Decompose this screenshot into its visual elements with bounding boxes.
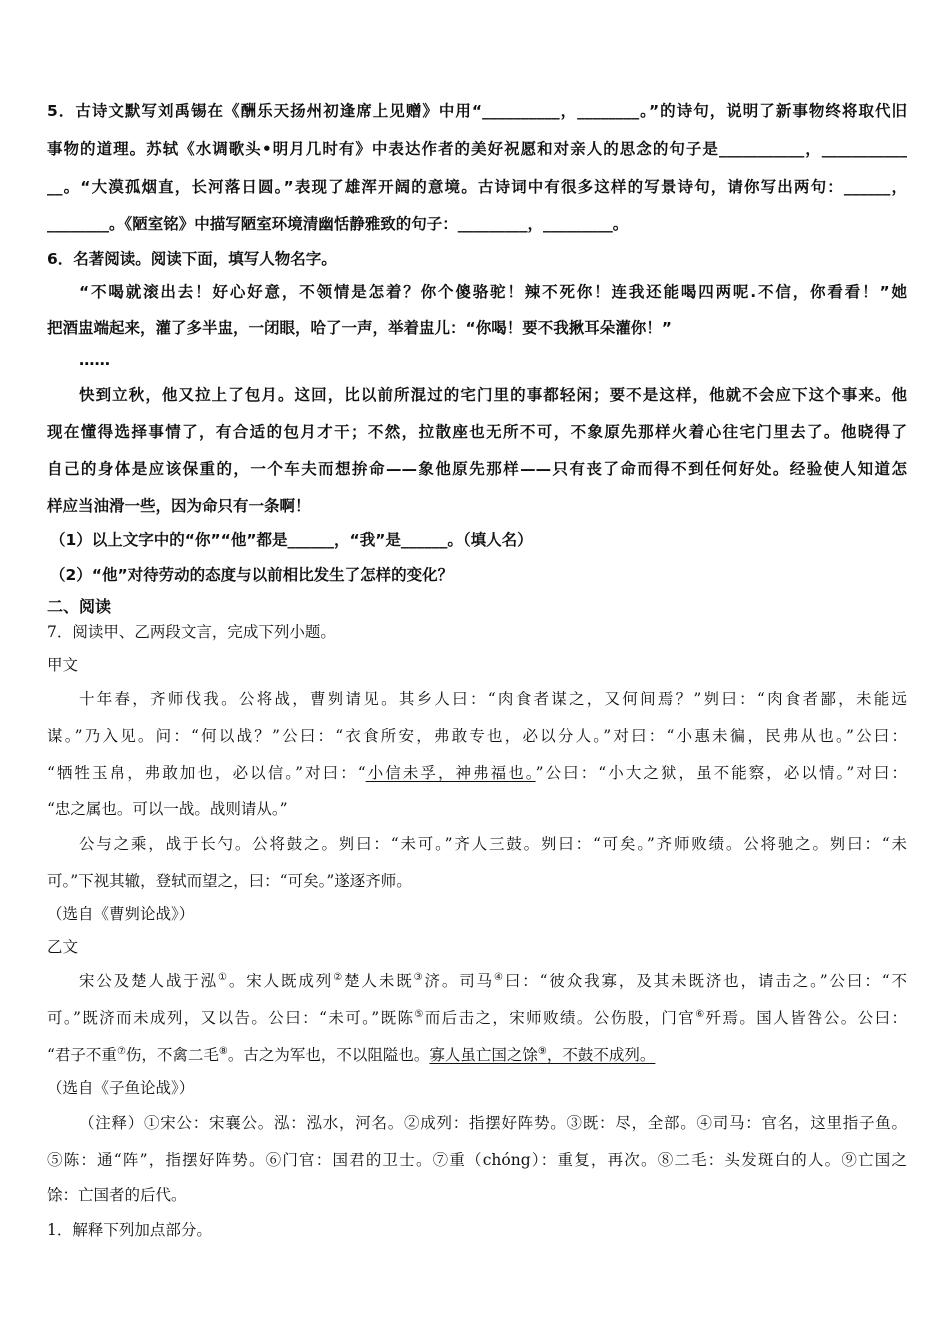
- underlined-sentence: [429, 1046, 655, 1064]
- q7-subquestion-1: 1．解释下列加点部分。: [47, 1221, 212, 1239]
- footnote-mark: ②: [333, 971, 345, 983]
- excerpt-line: 样应当油滑一些，因为命只有一条啊！: [47, 497, 311, 515]
- footnote-mark: ①: [218, 971, 229, 983]
- text: “牺牲玉帛，弗敢加也，必以信。”对曰：“: [47, 764, 366, 782]
- notes-line: 馀：亡国者的后代。: [47, 1186, 187, 1204]
- q6-subquestion-2: （2）“他”对待劳动的态度与以前相比发生了怎样的变化？: [50, 566, 454, 584]
- section-heading: 二、阅读: [47, 597, 112, 616]
- text: 济。司马: [424, 972, 494, 990]
- jia-line: “忠之属也。可以一战。战则请从。”: [47, 800, 288, 818]
- text: 。宋人既成列: [228, 972, 334, 990]
- text: 而后击之，宋师败绩。公伤股，门官: [424, 1009, 696, 1027]
- jia-label: 甲文: [47, 656, 79, 674]
- q5-line: ________。《陋室铭》中描写陋室环境清幽恬静雅致的句子：_________，_________。: [47, 215, 629, 233]
- q7-title: 7．阅读甲、乙两段文言，完成下列小题。: [47, 623, 336, 641]
- jia-line: 可。”下视其辙，登轼而望之，曰：“可矣。”遂逐齐师。: [47, 872, 412, 890]
- footnote-mark: ⑥: [695, 1008, 706, 1020]
- q5-line: 5．古诗文默写刘禹锡在《酬乐天扬州初逢席上见赠》中用“__________，________。”的诗句，说明了新事物终将取代旧: [47, 102, 907, 120]
- jia-source: （选自《曹刿论战》）: [47, 905, 195, 923]
- yi-line: [47, 1008, 907, 1028]
- footnote-mark: ⑦: [116, 1045, 126, 1057]
- q5-line: 事物的道理。苏轼《水调歌头•明月几时有》中表达作者的美好祝愿和对亲人的思念的句子是___________，___________: [47, 140, 907, 158]
- footnote-mark: ⑨: [537, 1045, 547, 1057]
- footnote-mark: ④: [493, 971, 505, 983]
- text: “君子不重: [47, 1046, 117, 1064]
- yi-line: [79, 971, 907, 991]
- q5-line: __。“大漠孤烟直，长河落日圆。”表现了雄浑开阔的意境。古诗词中有很多这样的写景诗句，请你写出两句：______，: [47, 178, 907, 196]
- excerpt-line: “不喝就滚出去！好心好意，不领情是怎着？你个傻骆驼！辣不死你！连我还能喝四两呢.不信，你看看！”她: [79, 283, 907, 301]
- jia-line: [47, 763, 907, 783]
- jia-line: 谋。”乃入见。问：“何以战？”公曰：“衣食所安，弗敢专也，必以分人。”对曰：“小惠未徧，民弗从也。”公曰：: [47, 727, 907, 745]
- underlined-sentence: 小信未孚，神弗福也。: [365, 764, 536, 782]
- excerpt-line: 自己的身体是应该保重的，一个车夫而想拚命——象他原先那样——只有丧了命而得不到任何好处。经验使人知道怎: [47, 460, 907, 478]
- text: 宋公及楚人战于泓: [79, 972, 219, 990]
- text: 。古之为军也，不以阻隘也。: [227, 1046, 430, 1064]
- excerpt-line: 把酒盅端起来，灌了多半盅，一闭眼，哈了一声，举着盅儿：“你喝！要不我揪耳朵灌你！”: [47, 319, 672, 337]
- text: 寡人虽亡国之馀: [429, 1046, 538, 1064]
- text: 歼焉。国人皆咎公。公曰：: [705, 1009, 907, 1027]
- notes-line: ⑤陈：通“阵”，指摆好阵势。⑥门官：国君的卫士。⑦重（chóng）：重复，再次。⑧二毛：头发斑白的人。⑨亡国之: [47, 1151, 907, 1169]
- jia-line: 公与之乘，战于长勺。公将鼓之。刿曰：“未可。”齐人三鼓。刿曰：“可矣。”齐师败绩。公将驰之。刿曰：“未: [79, 835, 907, 853]
- footnote-mark: ⑧: [218, 1045, 228, 1057]
- notes-line: （注释）①宋公：宋襄公。泓：泓水，河名。②成列：指摆好阵势。③既：尽，全部。④司马：官名，这里指子鱼。: [79, 1114, 907, 1132]
- yi-label: 乙文: [47, 938, 79, 956]
- text: ，不鼓不成列。: [546, 1046, 656, 1064]
- footnote-mark: ③: [413, 971, 425, 983]
- text: 楚人未既: [344, 972, 414, 990]
- text: 可。”既济而未成列，又以告。公曰：“未可。”既陈: [47, 1009, 415, 1027]
- text: ”公曰：“小大之狱，虽不能察，必以情。”对曰：: [535, 764, 907, 782]
- q6-title: 6．名著阅读。阅读下面，填写人物名字。: [47, 250, 337, 268]
- jia-line: 十年春，齐师伐我。公将战，曹刿请见。其乡人曰：“肉食者谋之，又何间焉？”刿曰：“肉食者鄙，未能远: [79, 690, 907, 708]
- yi-source: （选自《子鱼论战》）: [47, 1079, 195, 1097]
- text: 伤，不禽二毛: [125, 1046, 219, 1064]
- text: 曰：“彼众我寡，及其未既济也，请击之。”公曰：“不: [504, 972, 907, 990]
- excerpt-line: 现在懂得选择事情了，有合适的包月才干；不然，拉散座也无所不可，不象原先那样火着心往宅门里去了。他晓得了: [47, 423, 907, 441]
- excerpt-line: 快到立秋，他又拉上了包月。这回，比以前所混过的宅门里的事都轻闲；要不是这样，他就不会应下这个事来。他: [79, 386, 907, 404]
- footnote-mark: ⑤: [414, 1008, 425, 1020]
- q6-subquestion-1: （1）以上文字中的“你”“他”都是______，“我”是______。（填人名）: [50, 531, 533, 549]
- ellipsis: ……: [79, 351, 110, 369]
- yi-line: [47, 1045, 907, 1065]
